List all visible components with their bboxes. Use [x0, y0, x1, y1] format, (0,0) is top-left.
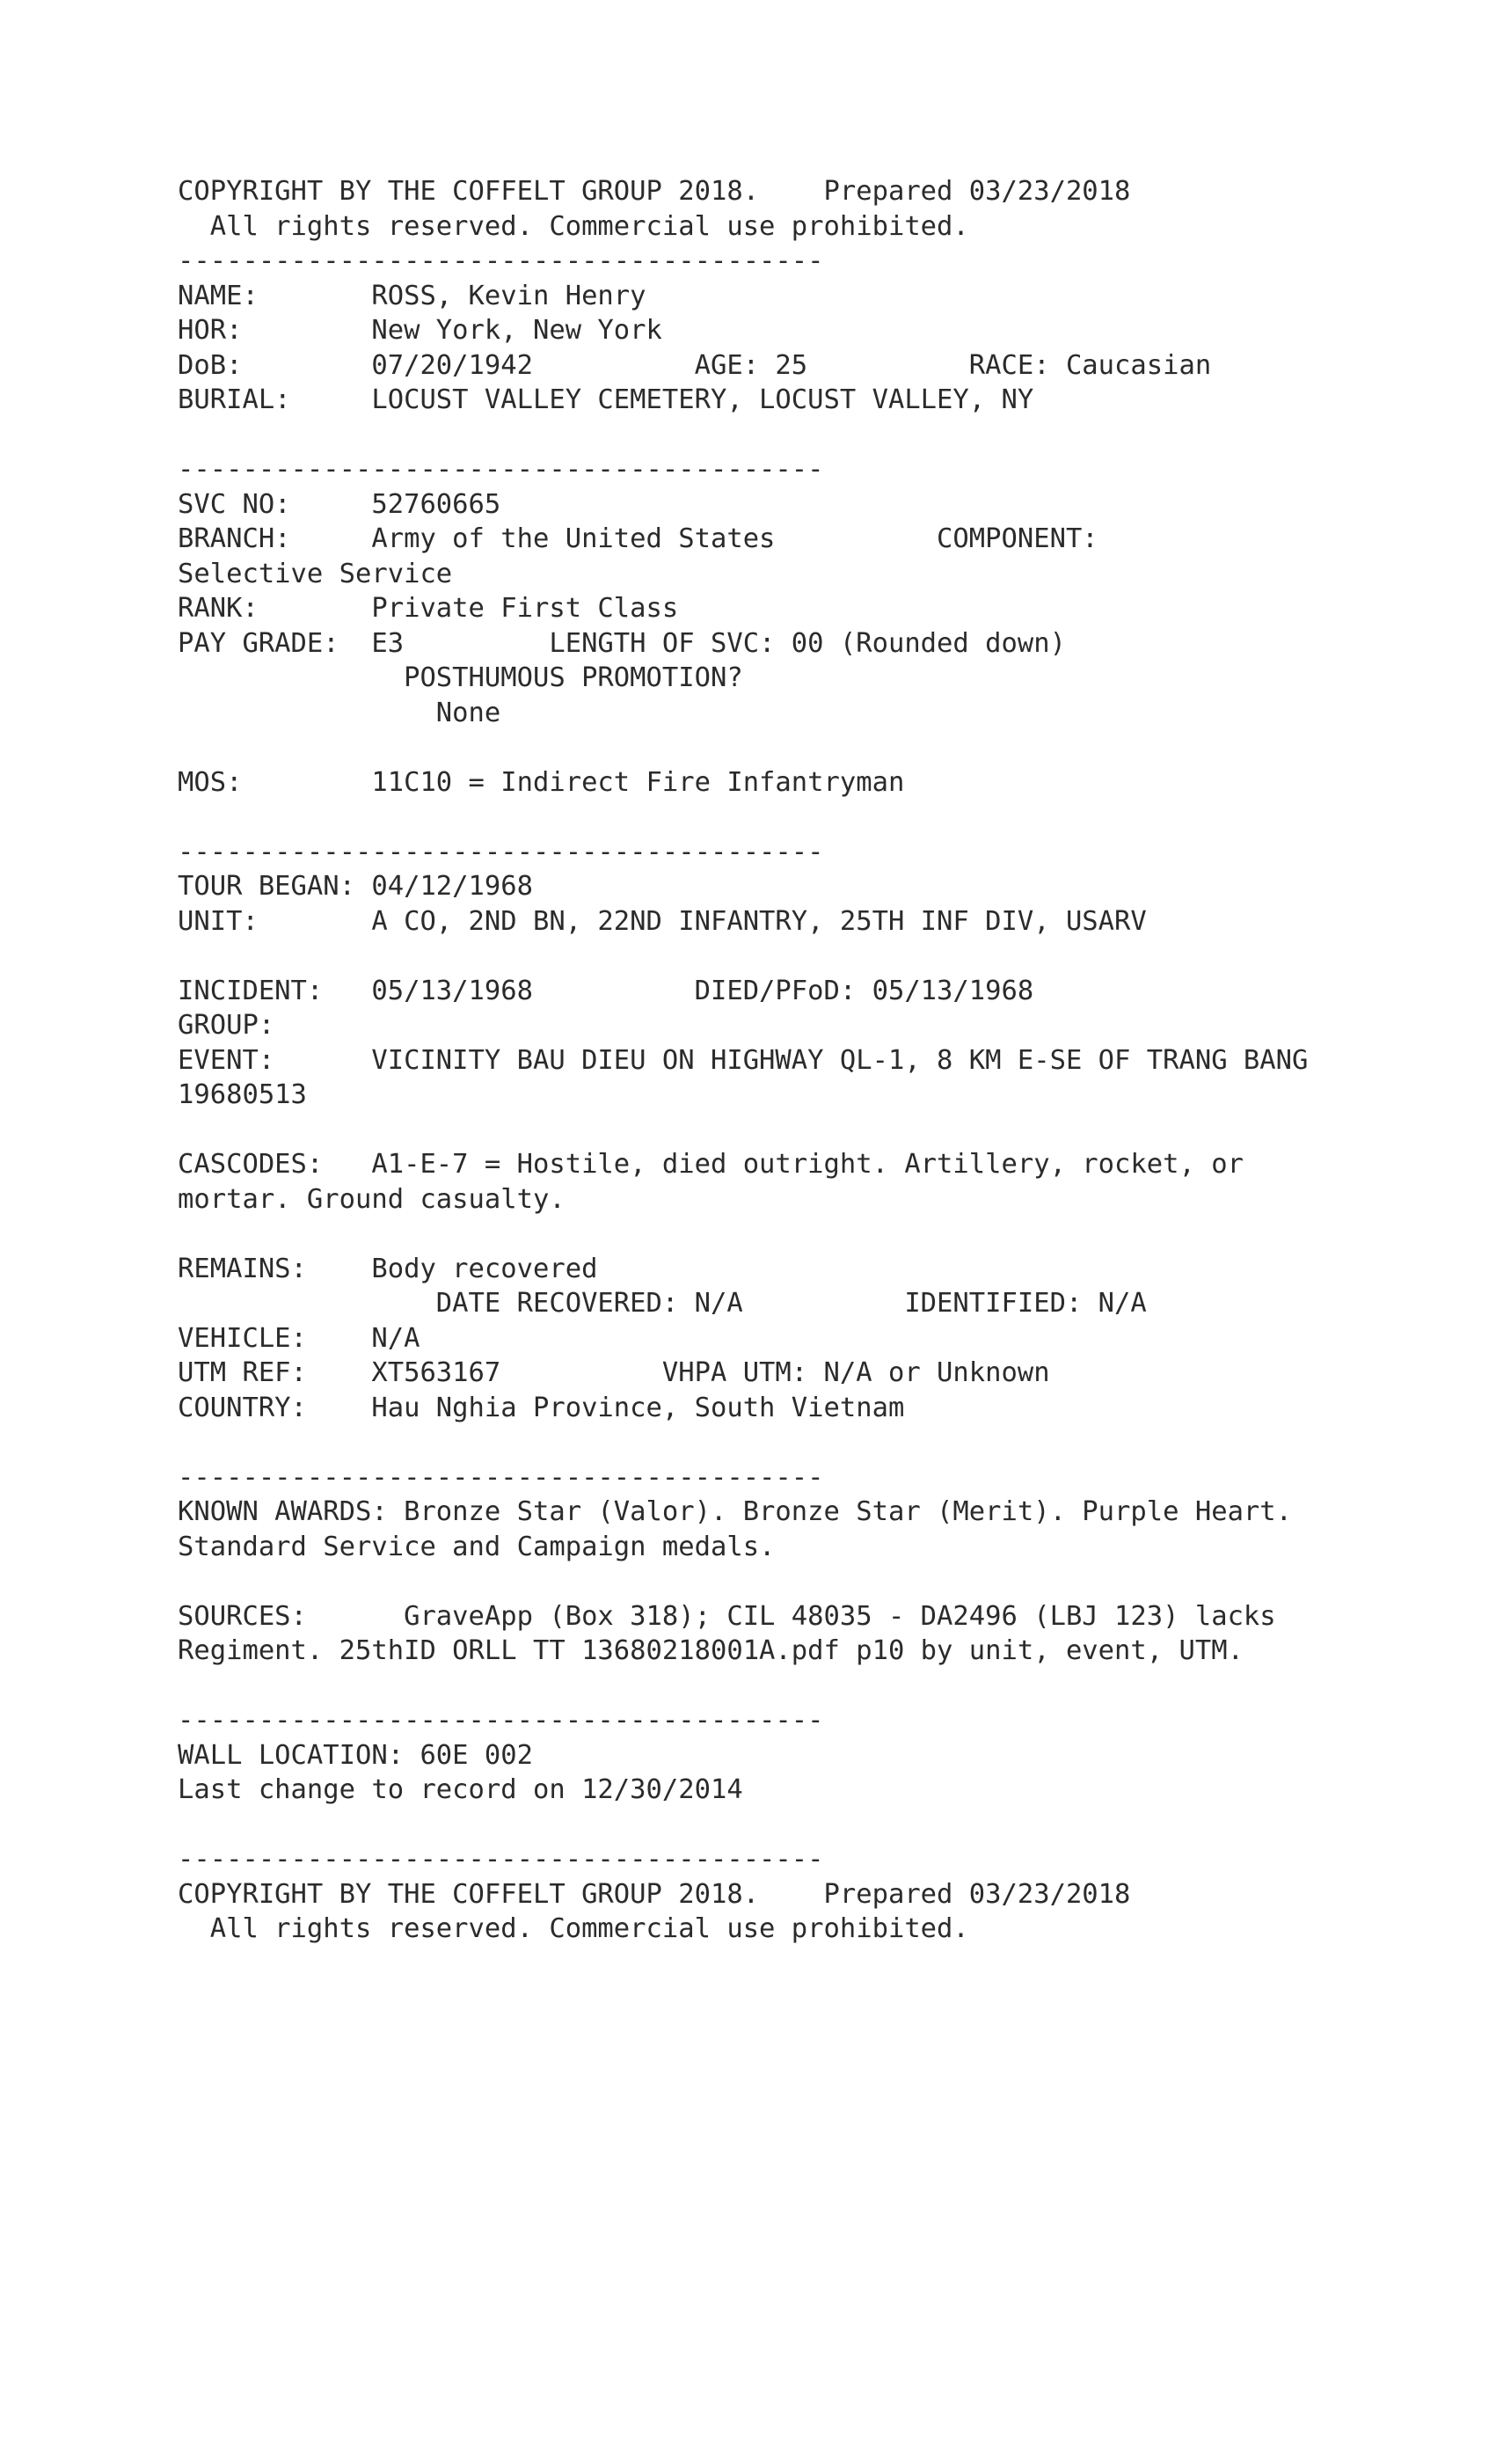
name-field: NAME: ROSS, Kevin Henry	[178, 280, 646, 311]
separator: ----------------------------------------	[178, 245, 824, 276]
blank-line	[178, 1808, 1391, 1843]
remains-field: REMAINS: Body recovered	[178, 1253, 598, 1284]
burial-field: BURIAL: LOCUST VALLEY CEMETERY, LOCUST VALLEY, NY	[178, 384, 1034, 415]
cascodes-field: CASCODES: A1-E-7 = Hostile, died outright. Artillery, rocket, or mortar. Ground casualty.	[178, 1149, 1260, 1215]
event-field: EVENT: VICINITY BAU DIEU ON HIGHWAY QL-1, 8 KM E-SE OF TRANG BANG 19680513	[178, 1044, 1325, 1110]
group-field: GROUP:	[178, 1010, 275, 1041]
blank-line	[178, 800, 1391, 835]
posthumous-promotion-value: None	[178, 697, 501, 728]
vehicle-field: VEHICLE: N/A	[178, 1322, 420, 1354]
utm-ref-field: UTM REF: XT563167 VHPA UTM: N/A or Unknown	[178, 1357, 1050, 1388]
casualty-record-document	[178, 174, 1391, 1947]
wall-location-field: WALL LOCATION: 60E 002	[178, 1739, 533, 1771]
blank-line	[178, 1425, 1391, 1460]
blank-line	[178, 1564, 1391, 1599]
footer-rights: All rights reserved. Commercial use prohibited.	[178, 1913, 969, 1944]
hor-field: HOR: New York, New York	[178, 315, 662, 346]
blank-line	[178, 730, 1391, 765]
header-copyright: COPYRIGHT BY THE COFFELT GROUP 2018. Prepared 03/23/2018	[178, 176, 1131, 207]
posthumous-promotion-label: POSTHUMOUS PROMOTION?	[178, 662, 743, 693]
known-awards-field: KNOWN AWARDS: Bronze Star (Valor). Bronze Star (Merit). Purple Heart. Standard Service and Campaign medals.	[178, 1496, 1309, 1562]
mos-field: MOS: 11C10 = Indirect Fire Infantryman	[178, 766, 905, 798]
sources-field: SOURCES: GraveApp (Box 318); CIL 48035 - DA2496 (LBJ 123) lacks Regiment. 25thID ORLL TT 13680218001A.pdf p10 by unit, event, UTM.	[178, 1600, 1293, 1666]
separator: ----------------------------------------	[178, 1705, 824, 1736]
blank-line	[178, 1113, 1391, 1148]
incident-field: INCIDENT: 05/13/1968 DIED/PFoD: 05/13/1968	[178, 975, 1034, 1006]
component-value: Selective Service	[178, 558, 453, 589]
blank-line	[178, 1217, 1391, 1252]
separator: ----------------------------------------	[178, 1461, 824, 1493]
last-change-field: Last change to record on 12/30/2014	[178, 1774, 743, 1805]
blank-line	[178, 939, 1391, 974]
header-rights: All rights reserved. Commercial use prohibited.	[178, 210, 969, 242]
separator: ----------------------------------------	[178, 454, 824, 485]
footer-copyright: COPYRIGHT BY THE COFFELT GROUP 2018. Prepared 03/23/2018	[178, 1878, 1131, 1910]
blank-line	[178, 418, 1391, 453]
separator: ----------------------------------------	[178, 836, 824, 867]
date-recovered-field: DATE RECOVERED: N/A IDENTIFIED: N/A	[178, 1288, 1147, 1319]
unit-field: UNIT: A CO, 2ND BN, 22ND INFANTRY, 25TH INF DIV, USARV	[178, 905, 1147, 937]
separator: ----------------------------------------	[178, 1844, 824, 1875]
dob-field: DoB: 07/20/1942 AGE: 25 RACE: Caucasian	[178, 349, 1212, 381]
rank-field: RANK: Private First Class	[178, 593, 679, 624]
pay-grade-field: PAY GRADE: E3 LENGTH OF SVC: 00 (Rounded down)	[178, 627, 1066, 659]
country-field: COUNTRY: Hau Nghia Province, South Vietnam	[178, 1392, 905, 1423]
tour-began-field: TOUR BEGAN: 04/12/1968	[178, 871, 533, 902]
blank-line	[178, 1669, 1391, 1704]
svc-no-field: SVC NO: 52760665	[178, 488, 501, 520]
branch-field: BRANCH: Army of the United States COMPONENT:	[178, 523, 1098, 554]
